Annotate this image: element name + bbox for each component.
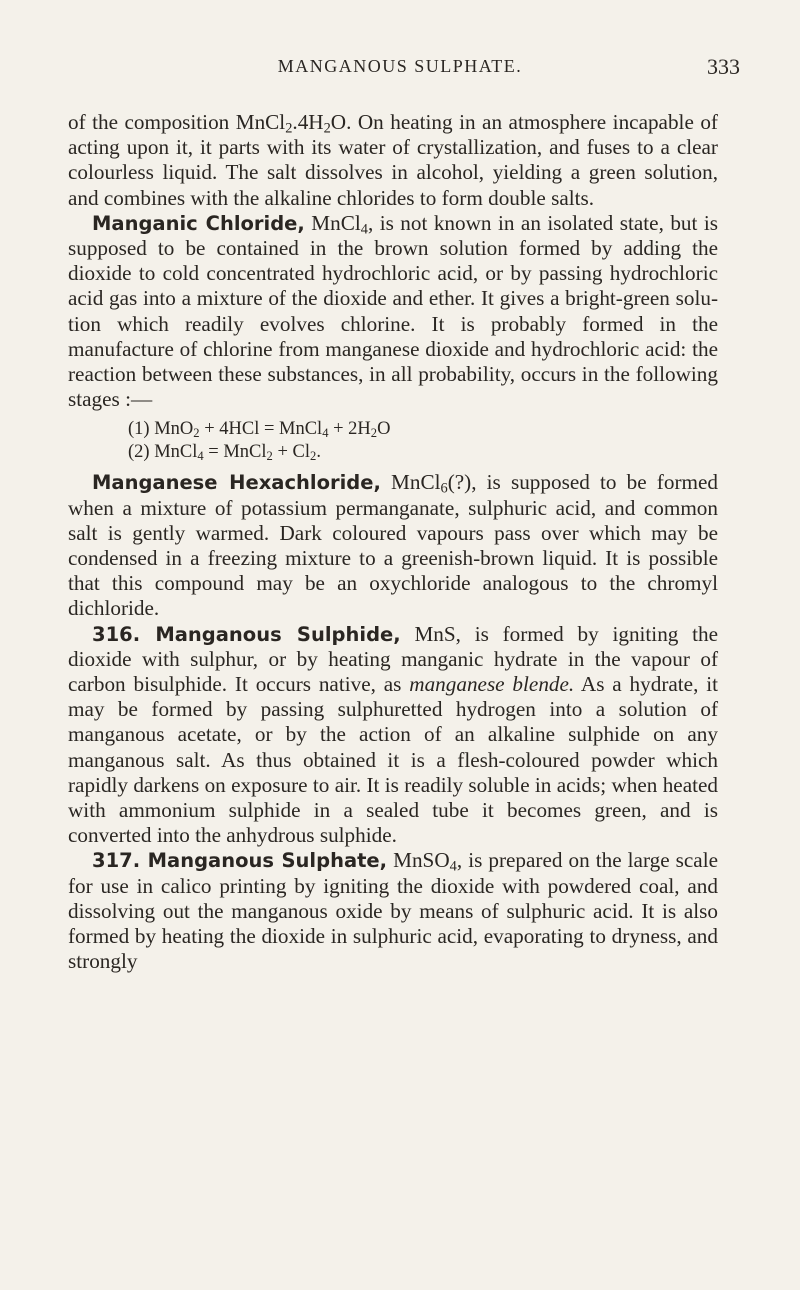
equation-2: (2) MnCl$_4$ = MnCl$_2$ + $Cl_2$. [128,442,321,464]
paragraph-text: MnCl$_6$(?), is supposed to be formed when a mixture of potassium permanganate, sulphuric acid, and common salt is gently warmed. Dark coloured vapours pass over which may be condensed in a freezing mixture to a greenish-brown liquid. It is possible that this compound may be an oxychloride analogous to the chromyl dichloride. [68,470,718,621]
section-heading: Manganic Chloride, [92,211,305,235]
section-heading: 317. Manganous Sulphate, [92,849,388,873]
paragraph-manganese-hexachloride [68,470,718,621]
reaction-equations [128,418,718,464]
paragraph-text: MnS, is formed by igniting the dioxide with sulphur, or by heating manganic hydrate in the vapour of carbon bisulphide. It occurs native, as [68,621,719,697]
body-text [68,110,718,975]
paragraph-text: MnCl$_4$, is not known in an isolated state, but is supposed to be contained in the brown solution formed by adding the dioxide to cold concentrated hydrochloric acid, or by passing hydrochloric acid gas into a mixture of the dioxide and ether. It gives a bright-green solution which readily evolves chlorine. It is probably formed in the manufacture of chlorine from manganese dioxide and hydrochloric acid: the reaction between these substances, in all probability, occurs in the following stages :— [68,210,718,412]
running-title: MANGANOUS SULPHATE. [277,56,523,76]
paragraph-text: As a hydrate, it may be formed by passing sulphuretted hydrogen into a solution of manganous acetate, or by the action of an alkaline sulphide on any manganous salt. As thus obtained it is a flesh-coloured powder which rapidly darkens on exposure to air. It is readily soluble in acids; when heated with ammonium sulphide in a sealed tube it becomes green, and is converted into the anhydrous sulphide. [68,672,718,848]
page-number: 333 [707,54,740,79]
section-heading: Manganese Hexachloride, [92,471,381,495]
equation-1: (1) MnO$_2$ + 4HCl = MnCl$_4$ + $2H_2O$ [128,419,391,441]
section-heading: 316. Manganous Sulphide, [92,622,401,646]
paragraph-manganous-sulphate [68,848,718,974]
paragraph-manganous-sulphide [68,622,718,849]
italic-term: manganese blende. [409,672,575,697]
paragraph-text: MnSO$_4$, is prepared on the large scale for use in calico printing by igniting the dioxide with powdered coal, and dissolving out the manganous oxide by means of sulphuric acid. It is also formed by heating the dioxide in sulphuric acid, evaporating to dryness, and strongly [68,848,718,974]
paragraph-continuation: of the composition $MnCl_2.4H_2O$. On heating in an atmosphere incapable of acting upon it, it parts with its water of crystallization, and fuses to a clear colourless liquid. The salt dissolves in alcohol, yielding a green solution, and combines with the alkaline chlorides to form double salts. [68,110,718,210]
paragraph-manganic-chloride [68,211,718,413]
